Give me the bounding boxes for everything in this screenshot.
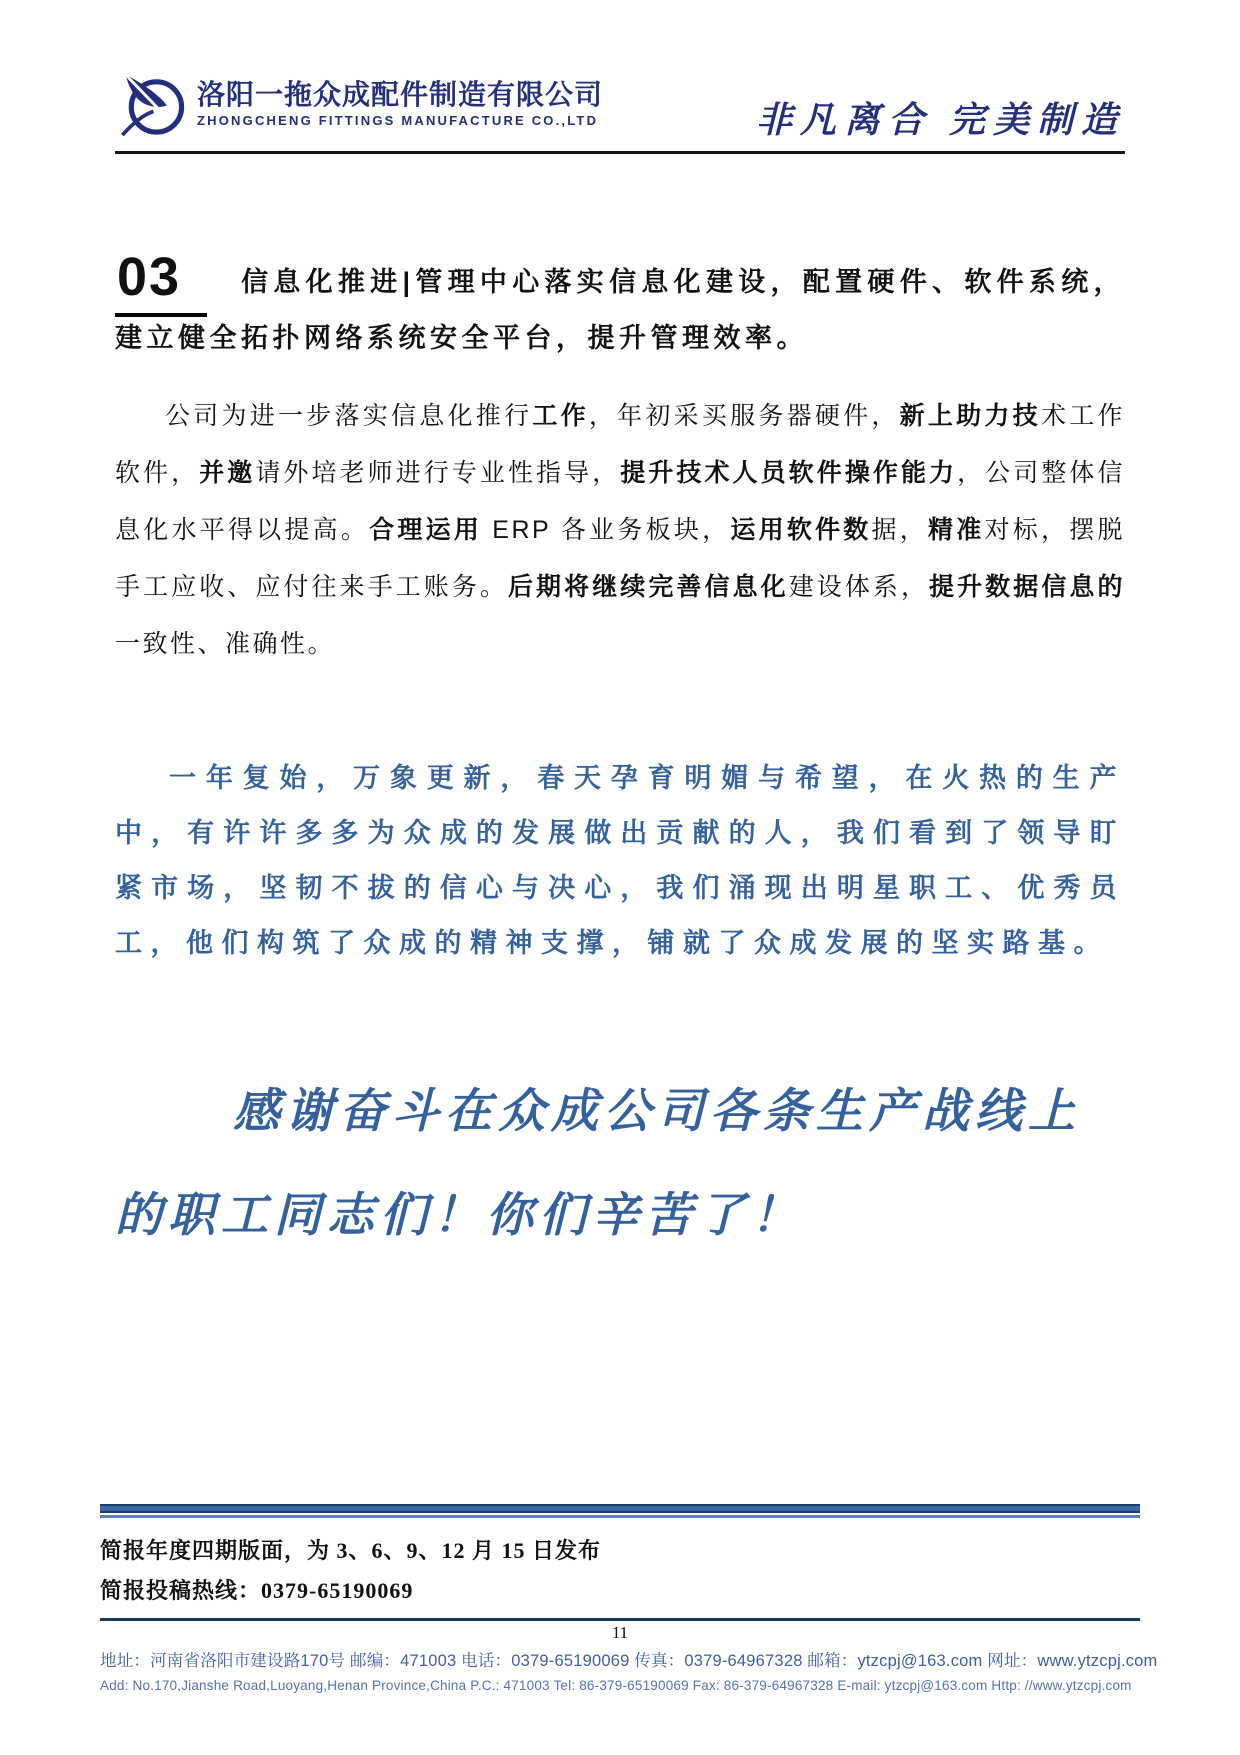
text-segment: ，公司整体信息化水平得以提高。 [115,459,1125,544]
text-segment: ERP 各业务板块， [482,516,731,544]
company-logo-icon [115,70,189,138]
text-segment: 运用软件数 [730,516,872,544]
text-segment: 术工作软件， [115,402,1125,487]
text-segment: 并邀 [199,459,256,487]
text-segment: 一致性、准确性。 [115,630,336,658]
text-segment: 合理运用 [369,516,483,544]
blue-paragraph: 一年复始，万象更新，春天孕育明媚与希望，在火热的生产中，有许许多多为众成的发展做出贡献的人，我们看到了领导盯紧市场，坚韧不拔的信心与决心，我们涌现出明星职工、优秀员工，他们构筑了众成的精神支撑，铺就了众成发展的坚实路基。 [115,763,1125,958]
text-segment: 提升数据信息的 [929,573,1125,601]
text-segment: 提升技术人员软件操作能力 [620,459,958,487]
section-title: 信息化推进|管理中心落实信息化建设，配置硬件、软件系统，建立健全拓扑网络系统安全平台，提升管理效率。 [115,267,1125,353]
text-segment: 工作 [532,402,589,430]
footer-rule [100,1618,1140,1621]
section-number: 03 [115,248,207,317]
footer-band-divider-thin [100,1515,1140,1518]
body-paragraph [115,388,1125,673]
page-number: 11 [611,1623,629,1642]
company-name-cn: 洛阳一拖众成配件制造有限公司 [197,78,604,110]
main-content [0,247,1240,1267]
highlight-quote: 感谢奋斗在众成公司各条生产战线上的职工同志们！你们辛苦了！ [115,1084,1081,1241]
company-slogan: 非凡离合 完美制造 [755,100,1125,140]
text-segment: 公司为进一步落实信息化推行 [165,402,533,430]
address-en: Add: No.170,Jianshe Road,Luoyang,Henan Province,China P.C.: 471003 Tel: 86-379-65190069 Fax: 86-379-64967328 E-mail: ytzcpj@163.com Http: //www.ytzcpj.com [100,1678,1132,1693]
footer-band-divider [100,1504,1140,1513]
text-segment: 建设体系， [788,573,930,601]
company-brand [115,70,603,138]
section-03 [115,247,1125,366]
page-footer [0,1504,1240,1693]
text-segment: 请外培老师进行专业性指导， [255,459,621,487]
text-segment: 据， [871,516,929,544]
publish-info: 简报年度四期版面，为 3、6、9、12 月 15 日发布 [100,1538,602,1563]
text-segment: 对标，摆脱手工应收、应付往来手工账务。 [115,516,1125,601]
header-divider [115,151,1125,154]
hotline-info: 简报投稿热线：0379-65190069 [100,1578,414,1603]
text-segment: ，年初采买服务器硬件， [588,402,900,430]
address-cn: 地址：河南省洛阳市建设路170号 邮编：471003 电话：0379-65190069 传真：0379-64967328 邮箱：ytzcpj@163.com 网址：www.ytzcpj.com [100,1652,1158,1670]
company-name-en: ZHONGCHENG FITTINGS MANUFACTURE CO.,LTD [197,113,599,129]
page-header [0,0,1240,154]
text-segment: 后期将继续完善信息化 [507,573,789,601]
text-segment: 精准 [928,516,985,544]
text-segment: 新上助力技 [899,402,1041,430]
